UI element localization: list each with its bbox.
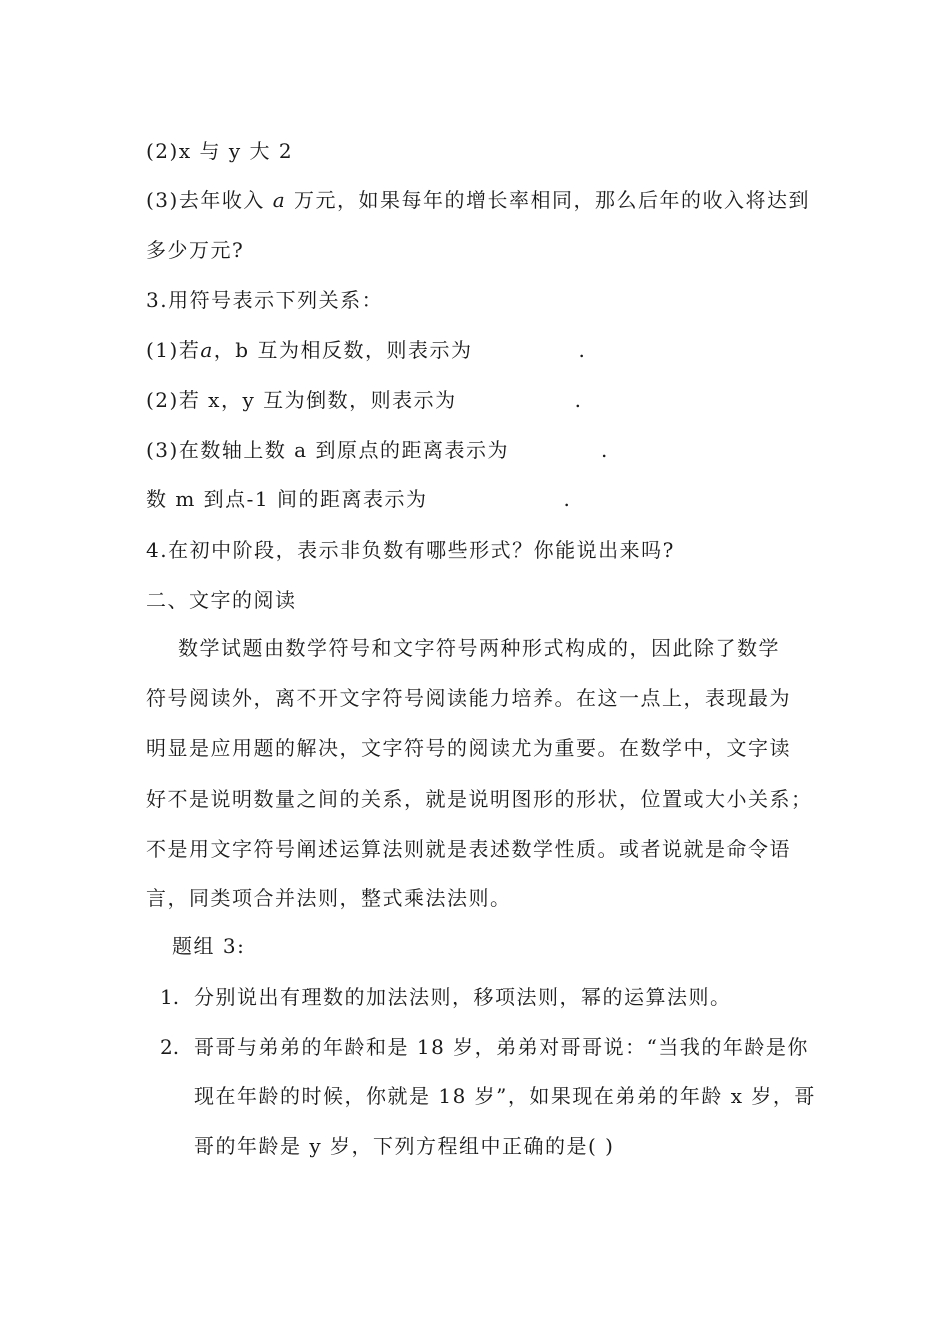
- line-end-period: .: [574, 388, 583, 412]
- line-end-period: .: [600, 438, 609, 462]
- section-heading: [146, 586, 810, 614]
- paragraph-line: 数学试题由数学符号和文字符号两种形式构成的，因此除了数学: [178, 636, 780, 660]
- paragraph-line: 不是用文字符号阐述运算法则就是表述数学性质。或者说就是命令语: [146, 837, 791, 861]
- line-end-period: .: [563, 487, 572, 511]
- paragraph-line: 好不是说明数量之间的关系，就是说明图形的形状，位置或大小关系；: [146, 787, 813, 811]
- line-text: 4.在初中阶段，表示非负数有哪些形式？你能说出来吗?: [146, 538, 675, 562]
- variable-a: a: [200, 338, 214, 362]
- line-text: (3)去年收入: [146, 188, 273, 212]
- list-item-number: 1.: [160, 985, 180, 1009]
- variable-a: a: [272, 188, 287, 212]
- list-item-text: 分别说出有理数的加法法则，移项法则，幂的运算法则。: [194, 985, 732, 1009]
- question-3-part-1: [146, 336, 810, 364]
- line-text: ，b 互为相反数，则表示为: [213, 338, 473, 362]
- list-item-text: 哥哥与弟弟的年龄和是 18 岁，弟弟对哥哥说：“当我的年龄是你: [194, 1035, 809, 1059]
- paragraph-line: 明显是应用题的解决，文字符号的阅读尤为重要。在数学中，文字读: [146, 736, 791, 760]
- question-4: [146, 536, 810, 564]
- list-item-text: 哥的年龄是 y 岁，下列方程组中正确的是( ): [194, 1134, 615, 1158]
- line-text: 二、文字的阅读: [146, 588, 297, 612]
- question-2-part-3-continued: [146, 236, 810, 264]
- line-text: 万元，如果每年的增长率相同，那么后年的收入将达到: [286, 188, 810, 212]
- question-3-heading: [146, 286, 810, 314]
- question-3-part-2: [146, 386, 810, 414]
- line-text: (1)若: [146, 338, 201, 362]
- question-2-part-2: [146, 137, 810, 165]
- list-item-text: 现在年龄的时候，你就是 18 岁”，如果现在弟弟的年龄 x 岁，哥: [194, 1084, 816, 1108]
- question-2-part-3: [146, 186, 810, 214]
- line-text: (2)若 x，y 互为倒数，则表示为: [146, 388, 457, 412]
- line-text: 多少万元?: [146, 238, 245, 262]
- question-3-part-3: [146, 436, 810, 464]
- line-text: (3)在数轴上数 a 到原点的距离表示为: [146, 438, 509, 462]
- line-end-period: .: [578, 338, 587, 362]
- line-text: 3.用符号表示下列关系：: [146, 288, 384, 312]
- line-text: (2)x 与 y 大 2: [146, 139, 294, 163]
- group-title: 题组 3:: [172, 934, 246, 958]
- line-text: 数 m 到点-1 间的距离表示为: [146, 487, 428, 511]
- paragraph-line: 符号阅读外，离不开文字符号阅读能力培养。在这一点上，表现最为: [146, 686, 791, 710]
- paragraph-line: 言，同类项合并法则，整式乘法法则。: [146, 886, 512, 910]
- list-item-number: 2.: [160, 1035, 180, 1059]
- question-3-part-3-continued: [146, 485, 810, 513]
